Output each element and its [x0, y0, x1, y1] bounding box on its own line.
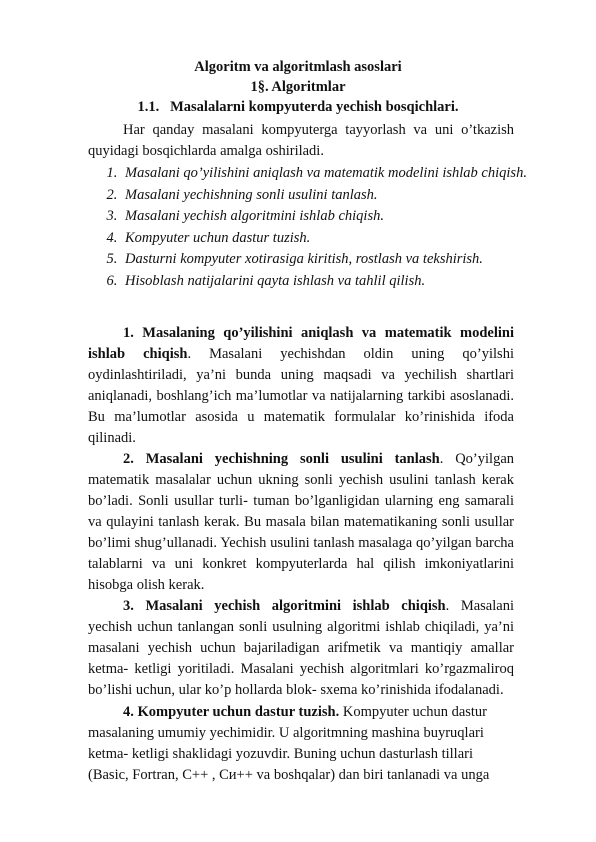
list-item: 5. Dasturni kompyuter xotirasiga kiritish, rostlash va tekshirish.	[121, 249, 547, 271]
paragraph-heading: 4. Kompyuter uchun dastur tuzish.	[123, 704, 340, 720]
paragraph-heading: 2. Masalani yechishning sonli usulini tanlash	[123, 451, 440, 467]
paragraph-line: ketma- ketligi shaklidagi yozuvdir. Buning uchun dasturlash tillari	[88, 746, 473, 762]
paragraph-line: masalaning umumiy yechimidir. U algoritmning mashina buyruqlari	[88, 725, 484, 741]
steps-list	[88, 163, 547, 292]
subsection-heading: 1.1. Masalalarni kompyuterda yechish bosqichlari.	[137, 99, 459, 115]
list-item: 6. Hisoblash natijalarini qayta ishlash va tahlil qilish.	[121, 271, 547, 293]
paragraph-text: . Qo’yilgan matematik masalalar uchun ukning sonli yechish usulini tanlash kerak bo’ladi. Sonli usullar turli- tuman bo’lganligidan ularning eng samarali va qulayini tanlash kerak. Bu masala bilan matematikaning sonli usullar bo’limi shug’ullanadi. Yechish usulini tanlash masalaga qo’yilgan barcha talablarni va uni konkret kompyuterlarda hal qilish imkoniyatlarini hisobga olish kerak.	[88, 451, 515, 593]
list-item: 4. Kompyuter uchun dastur tuzish.	[121, 228, 547, 250]
paragraph-step-1	[88, 323, 514, 449]
paragraph-step-2	[88, 449, 514, 596]
list-item: 1. Masalani qo’yilishini aniqlash va matematik modelini ishlab chiqish.	[121, 163, 547, 185]
list-item: 3. Masalani yechish algoritmini ishlab chiqish.	[121, 206, 547, 228]
paragraph-heading: 3. Masalani yechish algoritmini ishlab chiqish	[123, 598, 446, 614]
paragraph-text: Kompyuter uchun dastur	[339, 704, 488, 720]
list-item: 2. Masalani yechishning sonli usulini tanlash.	[121, 185, 547, 207]
paragraph-line: (Basic, Fortran, C++ , Си++ va boshqalar) dan biri tanlanadi va unga	[88, 767, 490, 783]
paragraph-text: . Masalani yechish uchun tanlangan sonli usulning algoritmi ishlab chiqiladi, ya’ni masalani yechish uchun bajariladigan arifmetik va mantiqiy amallar ketma- ketligi yoritiladi. Masalani yechish algoritmlari ko’rgazmaliroq bo’lishi uchun, ular ko’p hollarda blok- sxema ko’rinishida ifodalanadi.	[88, 598, 514, 698]
document-title: Algoritm va algoritmlash asoslari	[194, 59, 402, 75]
paragraph-text: . Masalani yechishdan oldin uning qo’yilshi oydinlashtiriladi, ya’ni bunda uning maqsadi va yechilish shartlari aniqlanadi, boshlang’ich ma’lumotlar va natijalarning tarkibi asoslanadi. Bu ma’lumotlar asosida u matematik formulalar ko’rinishida ifoda qilinadi.	[88, 346, 514, 446]
intro-paragraph: Har qanday masalani kompyuterga tayyorlash va uni o’tkazish quyidagi bosqichlarda amalga oshiriladi.	[88, 122, 514, 159]
paragraph-heading: 1. Masalaning qo’yilishini aniqlash va matematik modelini ishlab chiqish	[88, 325, 514, 362]
paragraph-step-3	[88, 596, 514, 701]
section-heading: 1§. Algoritmlar	[250, 79, 346, 95]
paragraph-step-4	[88, 702, 514, 786]
